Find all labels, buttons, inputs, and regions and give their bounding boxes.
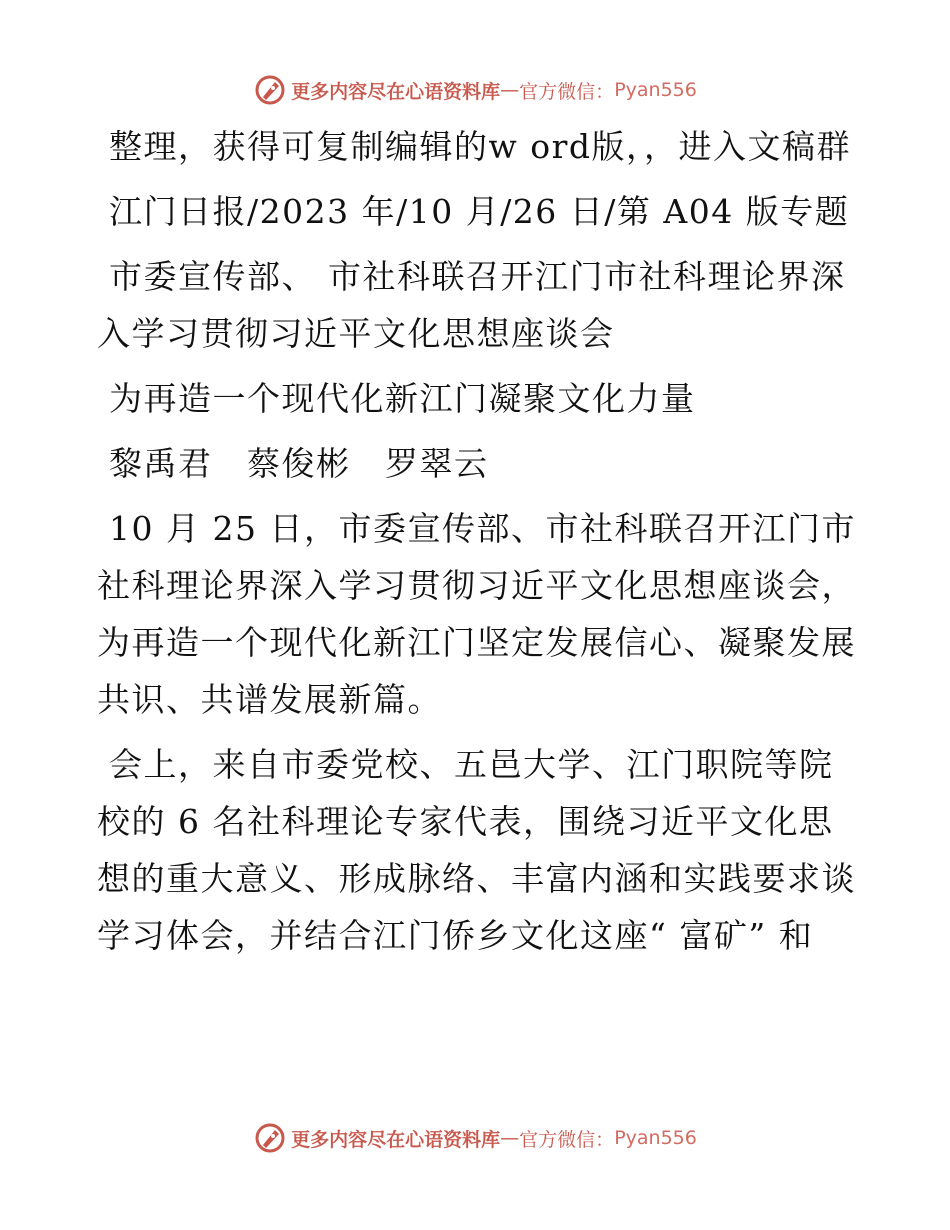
- paragraph: 会上，来自市委党校、五邑大学、江门职院等院校的 6 名社科理论专家代表，围绕习近平文化思想的重大意义、形成脉络、丰富内涵和实践要求谈学习体会，并结合江门侨乡文化这座“ 富矿” 和: [97, 745, 856, 955]
- paragraph: 为再造一个现代化新江门凝聚文化力量: [109, 379, 696, 418]
- footer-wechat-id: Pyan556: [614, 1127, 697, 1149]
- header-banner-dash: —: [500, 79, 520, 101]
- footer-wechat-label: 官方微信：: [519, 1128, 615, 1151]
- header-wechat-id: Pyan556: [614, 79, 697, 101]
- document-body: [97, 118, 857, 972]
- footer-banner: [0, 1118, 950, 1158]
- pen-nib-logo-icon: [253, 1121, 287, 1155]
- pen-nib-logo-icon: [253, 73, 287, 107]
- header-banner: [0, 70, 950, 110]
- header-banner-title: 更多内容尽在心语资料库: [291, 80, 501, 103]
- footer-banner-title: 更多内容尽在心语资料库: [291, 1128, 501, 1151]
- footer-banner-dash: —: [500, 1127, 520, 1149]
- paragraph: 江门日报/2023 年/10 月/26 日/第 A04 版专题: [109, 192, 850, 231]
- paragraph: 市委宣传部、 市社科联召开江门市社科理论界深入学习贯彻习近平文化思想座谈会: [97, 257, 846, 353]
- header-wechat-label: 官方微信：: [519, 80, 615, 103]
- paragraph: 10 月 25 日，市委宣传部、市社科联召开江门市社科理论界深入学习贯彻习近平文化思想座谈会，为再造一个现代化新江门坚定发展信心、凝聚发展共识、共谱发展新篇。: [97, 509, 856, 719]
- paragraph: 整理，获得可复制编辑的w ord版，，进入文稿群: [109, 127, 852, 166]
- paragraph: 黎禹君 蔡俊彬 罗翠云: [109, 444, 489, 483]
